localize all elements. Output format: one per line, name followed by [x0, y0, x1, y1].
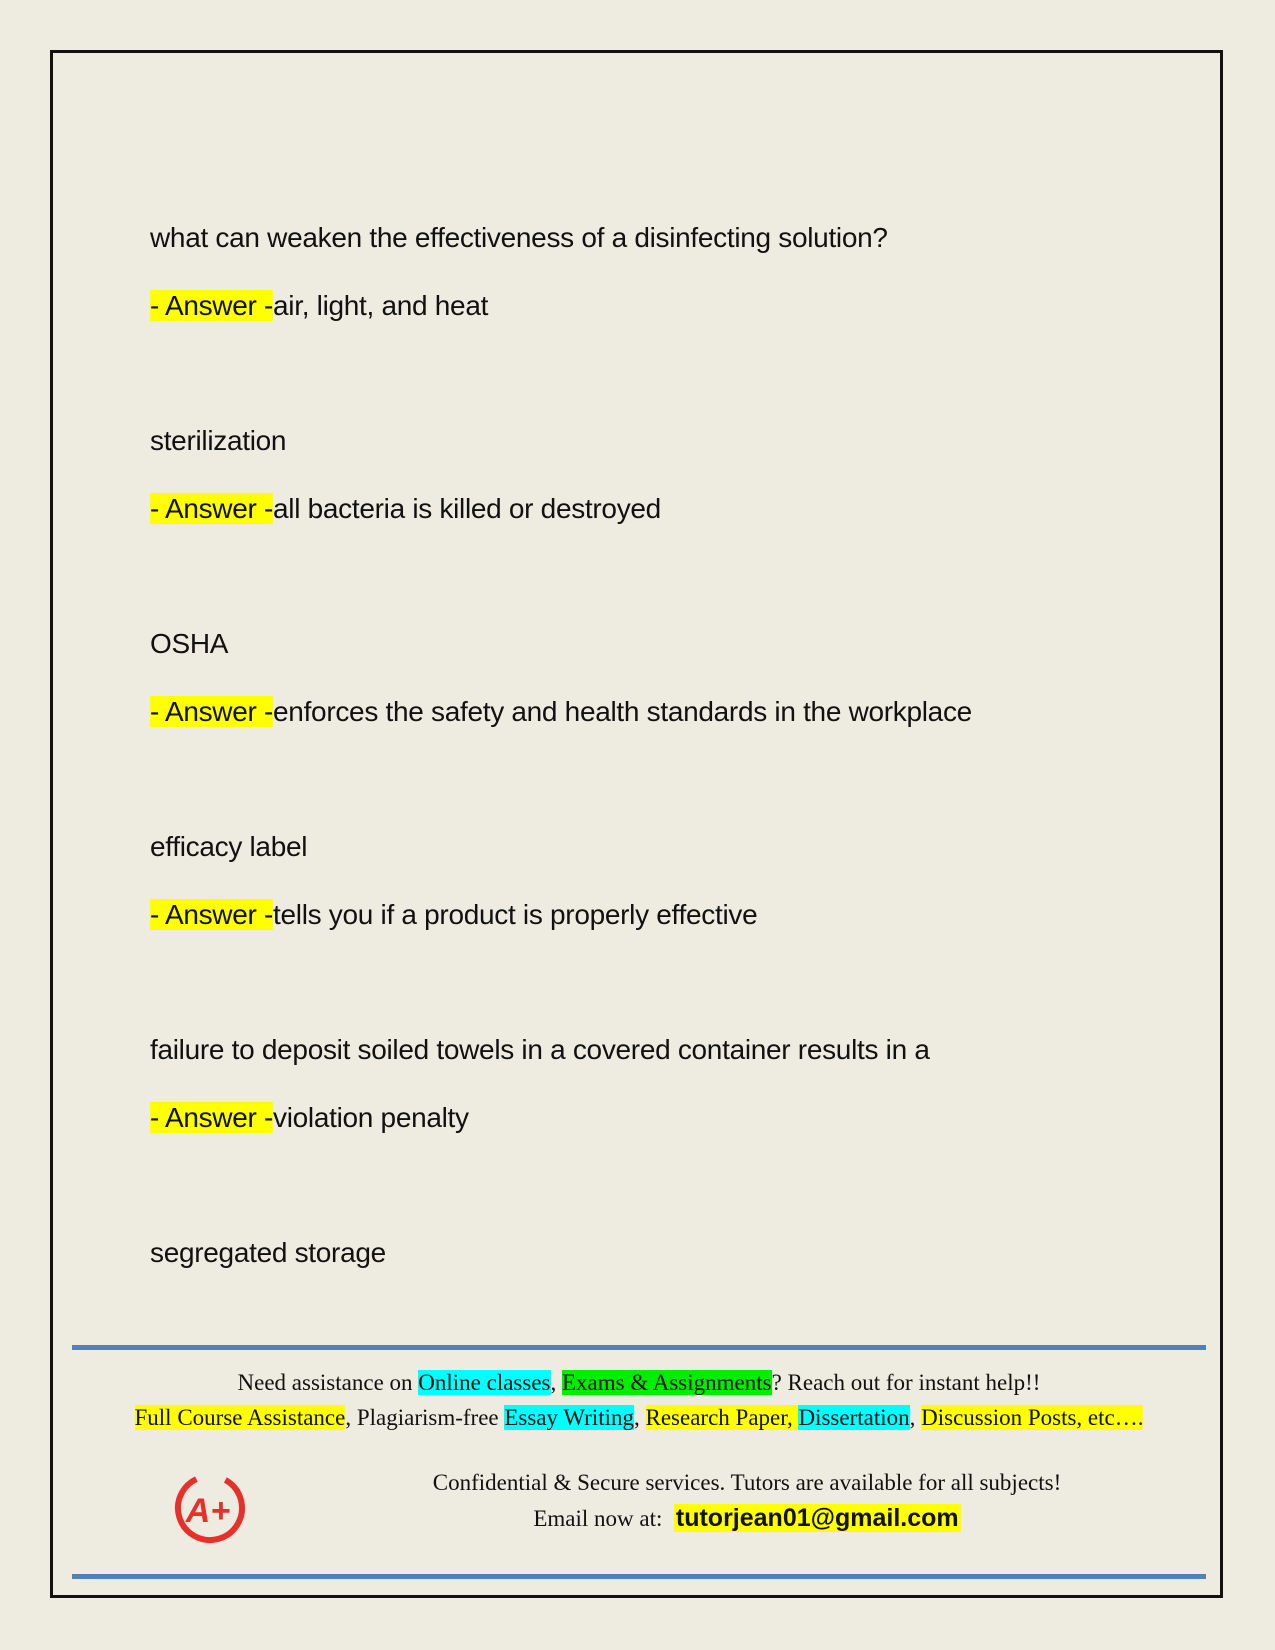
answer-text: enforces the safety and health standards in the workplace: [273, 696, 972, 727]
footer-text: Need assistance on: [237, 1370, 419, 1395]
answer-3: [150, 696, 972, 728]
highlight-discussion-posts: Discussion Posts, etc….: [921, 1405, 1144, 1430]
footer-text: ,: [634, 1405, 646, 1430]
page-border: [50, 50, 1223, 1598]
answer-1: [150, 290, 488, 322]
answer-prefix: - Answer -: [150, 493, 274, 524]
highlight-full-course: Full Course Assistance: [134, 1405, 346, 1430]
footer-email-line: [180, 1504, 1275, 1533]
answer-2: [150, 493, 661, 525]
question-5: failure to deposit soiled towels in a covered container results in a: [150, 1034, 930, 1065]
question-1: what can weaken the effectiveness of a disinfecting solution?: [150, 222, 888, 253]
footer-text: ,: [550, 1370, 562, 1395]
footer-rule-bottom: [72, 1574, 1206, 1579]
footer-text: ? Reach out for instant help!!: [771, 1370, 1041, 1395]
footer-rule-top: [72, 1345, 1206, 1350]
answer-text: all bacteria is killed or destroyed: [273, 493, 661, 524]
footer-line-1: [72, 1370, 1206, 1396]
footer-text: ,: [909, 1405, 922, 1430]
highlight-online-classes: Online classes: [418, 1370, 551, 1395]
highlight-research-paper: Research Paper,: [645, 1405, 799, 1430]
question-2: sterilization: [150, 425, 287, 456]
answer-text: tells you if a product is properly effective: [273, 899, 758, 930]
answer-prefix: - Answer -: [150, 696, 274, 727]
answer-4: [150, 899, 757, 931]
email-address[interactable]: tutorjean01@gmail.com: [675, 1504, 959, 1532]
question-6: segregated storage: [150, 1237, 386, 1268]
footer-line-3: Confidential & Secure services. Tutors are available for all subjects!: [432, 1470, 1062, 1495]
answer-prefix: - Answer -: [150, 1102, 274, 1133]
answer-prefix: - Answer -: [150, 290, 274, 321]
answer-text: air, light, and heat: [273, 290, 489, 321]
highlight-essay-writing: Essay Writing: [504, 1405, 634, 1430]
answer-5: [150, 1102, 469, 1134]
email-label: Email now at:: [533, 1506, 674, 1531]
highlight-dissertation: Dissertation: [798, 1405, 910, 1430]
footer-line-2: [72, 1405, 1206, 1431]
question-3: OSHA: [150, 628, 229, 659]
footer-text: , Plagiarism-free: [345, 1405, 505, 1430]
answer-text: violation penalty: [273, 1102, 469, 1133]
highlight-exams: Exams & Assignments: [562, 1370, 772, 1395]
logo-text: A+: [185, 1492, 231, 1530]
answer-prefix: - Answer -: [150, 899, 274, 930]
question-4: efficacy label: [150, 831, 308, 862]
